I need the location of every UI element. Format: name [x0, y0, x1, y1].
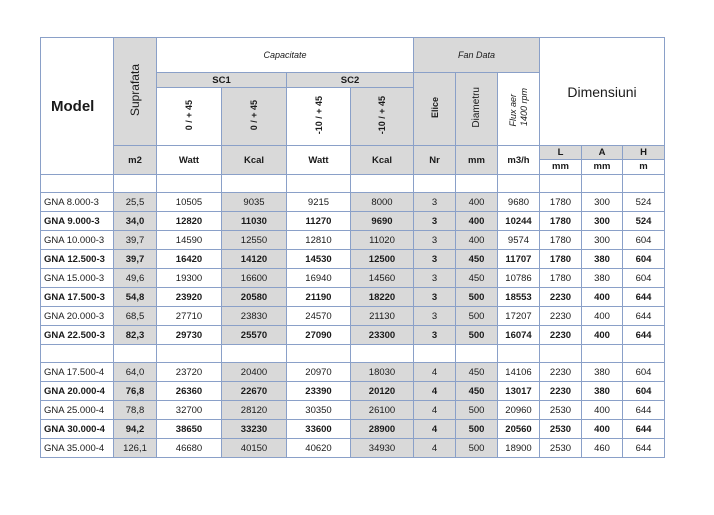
value-cell: 9690 — [351, 212, 414, 231]
fan-data-header: Fan Data — [414, 38, 540, 73]
value-cell: 12500 — [351, 250, 414, 269]
table-row — [41, 420, 665, 439]
value-cell: 450 — [456, 363, 498, 382]
value-cell: 3 — [414, 250, 456, 269]
value-cell: 3 — [414, 288, 456, 307]
value-cell: 34,0 — [114, 212, 157, 231]
value-cell: 300 — [582, 193, 623, 212]
unit-h — [623, 146, 665, 175]
table-row — [41, 269, 665, 288]
value-cell: 68,5 — [114, 307, 157, 326]
value-cell: 30350 — [287, 401, 351, 420]
value-cell: 11020 — [351, 231, 414, 250]
spacer-cell — [287, 345, 351, 363]
value-cell: 21190 — [287, 288, 351, 307]
value-cell: 27710 — [157, 307, 222, 326]
spacer-cell — [114, 345, 157, 363]
value-cell: 524 — [623, 193, 665, 212]
model-cell: GNA 17.500-3 — [41, 288, 114, 307]
value-cell: 16940 — [287, 269, 351, 288]
flux-label-2: 1400 rpm — [518, 88, 529, 127]
spacer-cell — [540, 345, 582, 363]
unit-l — [540, 146, 582, 175]
diametru-header — [456, 73, 498, 146]
spacer-cell — [351, 345, 414, 363]
model-cell: GNA 20.000-4 — [41, 382, 114, 401]
value-cell: 8000 — [351, 193, 414, 212]
value-cell: 3 — [414, 269, 456, 288]
value-cell: 23830 — [222, 307, 287, 326]
value-cell: 11030 — [222, 212, 287, 231]
value-cell: 400 — [582, 326, 623, 345]
spacer-cell — [41, 175, 114, 193]
model-cell: GNA 20.000-3 — [41, 307, 114, 326]
value-cell: 4 — [414, 401, 456, 420]
value-cell: 26360 — [157, 382, 222, 401]
value-cell: 2230 — [540, 288, 582, 307]
sc1-header: SC1 — [157, 73, 287, 88]
value-cell: 20400 — [222, 363, 287, 382]
value-cell: 380 — [582, 363, 623, 382]
value-cell: 644 — [623, 420, 665, 439]
value-cell: 604 — [623, 269, 665, 288]
value-cell: 3 — [414, 193, 456, 212]
value-cell: 82,3 — [114, 326, 157, 345]
value-cell: 13017 — [498, 382, 540, 401]
value-cell: 20120 — [351, 382, 414, 401]
value-cell: 19300 — [157, 269, 222, 288]
table-row — [41, 231, 665, 250]
model-cell: GNA 30.000-4 — [41, 420, 114, 439]
value-cell: 604 — [623, 231, 665, 250]
value-cell: 14560 — [351, 269, 414, 288]
value-cell: 2230 — [540, 363, 582, 382]
value-cell: 23390 — [287, 382, 351, 401]
value-cell: 2230 — [540, 382, 582, 401]
unit-flux: m3/h — [498, 146, 540, 175]
table-row — [41, 212, 665, 231]
value-cell: 4 — [414, 439, 456, 458]
specification-table — [40, 37, 665, 458]
spacer-row-middle — [41, 345, 665, 363]
value-cell: 12820 — [157, 212, 222, 231]
value-cell: 644 — [623, 326, 665, 345]
value-cell: 644 — [623, 439, 665, 458]
value-cell: 64,0 — [114, 363, 157, 382]
value-cell: 11270 — [287, 212, 351, 231]
spacer-row-top — [41, 175, 665, 193]
value-cell: 46680 — [157, 439, 222, 458]
value-cell: 16074 — [498, 326, 540, 345]
value-cell: 16420 — [157, 250, 222, 269]
value-cell: 450 — [456, 250, 498, 269]
value-cell: 40150 — [222, 439, 287, 458]
value-cell: 94,2 — [114, 420, 157, 439]
table-row — [41, 288, 665, 307]
value-cell: 10505 — [157, 193, 222, 212]
model-cell: GNA 17.500-4 — [41, 363, 114, 382]
range-sc1-kcal — [222, 88, 287, 146]
table-row — [41, 401, 665, 420]
value-cell: 20970 — [287, 363, 351, 382]
value-cell: 400 — [456, 231, 498, 250]
unit-sc2-watt: Watt — [287, 146, 351, 175]
value-cell: 18900 — [498, 439, 540, 458]
value-cell: 18553 — [498, 288, 540, 307]
unit-a — [582, 146, 623, 175]
value-cell: 3 — [414, 307, 456, 326]
value-cell: 9035 — [222, 193, 287, 212]
value-cell: 500 — [456, 401, 498, 420]
spacer-cell — [456, 175, 498, 193]
value-cell: 500 — [456, 439, 498, 458]
table-row — [41, 382, 665, 401]
dim-l-unit: mm — [552, 161, 569, 172]
flux-label-1: Flux aer — [507, 94, 518, 127]
flux-header — [498, 73, 540, 146]
table-row — [41, 326, 665, 345]
value-cell: 604 — [623, 250, 665, 269]
value-cell: 14530 — [287, 250, 351, 269]
table-row — [41, 439, 665, 458]
model-cell: GNA 12.500-3 — [41, 250, 114, 269]
value-cell: 300 — [582, 231, 623, 250]
value-cell: 29730 — [157, 326, 222, 345]
suprafata-label: Suprafata — [128, 63, 142, 117]
value-cell: 10244 — [498, 212, 540, 231]
value-cell: 26100 — [351, 401, 414, 420]
value-cell: 644 — [623, 401, 665, 420]
model-cell: GNA 22.500-3 — [41, 326, 114, 345]
value-cell: 4 — [414, 363, 456, 382]
spacer-cell — [414, 345, 456, 363]
value-cell: 14590 — [157, 231, 222, 250]
value-cell: 23920 — [157, 288, 222, 307]
value-cell: 32700 — [157, 401, 222, 420]
value-cell: 9574 — [498, 231, 540, 250]
value-cell: 500 — [456, 307, 498, 326]
value-cell: 20960 — [498, 401, 540, 420]
suprafata-header — [114, 38, 157, 146]
table-row — [41, 363, 665, 382]
diametru-label: Diametru — [471, 87, 482, 128]
value-cell: 604 — [623, 363, 665, 382]
value-cell: 40620 — [287, 439, 351, 458]
value-cell: 23720 — [157, 363, 222, 382]
model-cell: GNA 8.000-3 — [41, 193, 114, 212]
value-cell: 21130 — [351, 307, 414, 326]
value-cell: 1780 — [540, 212, 582, 231]
value-cell: 380 — [582, 382, 623, 401]
table-row — [41, 307, 665, 326]
sc2-header: SC2 — [287, 73, 414, 88]
value-cell: 3 — [414, 326, 456, 345]
value-cell: 18220 — [351, 288, 414, 307]
value-cell: 400 — [456, 193, 498, 212]
model-cell: GNA 9.000-3 — [41, 212, 114, 231]
value-cell: 3 — [414, 231, 456, 250]
value-cell: 25,5 — [114, 193, 157, 212]
value-cell: 380 — [582, 250, 623, 269]
value-cell: 4 — [414, 420, 456, 439]
value-cell: 380 — [582, 269, 623, 288]
value-cell: 126,1 — [114, 439, 157, 458]
value-cell: 500 — [456, 420, 498, 439]
unit-elice: Nr — [414, 146, 456, 175]
value-cell: 24570 — [287, 307, 351, 326]
spacer-cell — [157, 175, 222, 193]
range-sc1-watt-label: 0 / + 45 — [184, 99, 194, 131]
dim-l-label: L — [540, 146, 581, 160]
value-cell: 9215 — [287, 193, 351, 212]
value-cell: 460 — [582, 439, 623, 458]
elice-header — [414, 73, 456, 146]
elice-label: Elice — [429, 96, 440, 118]
value-cell: 9680 — [498, 193, 540, 212]
value-cell: 300 — [582, 212, 623, 231]
range-sc2-kcal-label: -10 / + 45 — [377, 95, 387, 135]
value-cell: 524 — [623, 212, 665, 231]
range-sc2-watt — [287, 88, 351, 146]
spacer-cell — [582, 175, 623, 193]
value-cell: 20580 — [222, 288, 287, 307]
value-cell: 49,6 — [114, 269, 157, 288]
spec-sheet — [40, 37, 665, 458]
units-row — [41, 146, 665, 175]
spacer-cell — [157, 345, 222, 363]
spacer-cell — [456, 345, 498, 363]
value-cell: 1780 — [540, 250, 582, 269]
value-cell: 2230 — [540, 307, 582, 326]
unit-suprafata: m2 — [114, 146, 157, 175]
value-cell: 78,8 — [114, 401, 157, 420]
unit-sc2-kcal: Kcal — [351, 146, 414, 175]
value-cell: 644 — [623, 307, 665, 326]
spacer-cell — [222, 345, 287, 363]
value-cell: 22670 — [222, 382, 287, 401]
spacer-cell — [623, 345, 665, 363]
header-row-1 — [41, 38, 665, 73]
value-cell: 3 — [414, 212, 456, 231]
spacer-cell — [623, 175, 665, 193]
table-row — [41, 193, 665, 212]
value-cell: 38650 — [157, 420, 222, 439]
value-cell: 34930 — [351, 439, 414, 458]
spacer-cell — [540, 175, 582, 193]
value-cell: 500 — [456, 288, 498, 307]
spacer-cell — [498, 175, 540, 193]
value-cell: 54,8 — [114, 288, 157, 307]
dim-a-label: A — [582, 146, 622, 160]
dim-h-label: H — [623, 146, 664, 160]
spacer-cell — [114, 175, 157, 193]
model-cell: GNA 25.000-4 — [41, 401, 114, 420]
value-cell: 11707 — [498, 250, 540, 269]
value-cell: 33230 — [222, 420, 287, 439]
range-sc1-watt — [157, 88, 222, 146]
capacitate-header: Capacitate — [157, 38, 414, 73]
value-cell: 1780 — [540, 231, 582, 250]
value-cell: 16600 — [222, 269, 287, 288]
value-cell: 644 — [623, 288, 665, 307]
value-cell: 2230 — [540, 326, 582, 345]
value-cell: 33600 — [287, 420, 351, 439]
value-cell: 76,8 — [114, 382, 157, 401]
value-cell: 400 — [582, 307, 623, 326]
unit-diametru: mm — [456, 146, 498, 175]
value-cell: 12550 — [222, 231, 287, 250]
unit-sc1-kcal: Kcal — [222, 146, 287, 175]
value-cell: 14106 — [498, 363, 540, 382]
value-cell: 500 — [456, 326, 498, 345]
value-cell: 400 — [456, 212, 498, 231]
value-cell: 1780 — [540, 269, 582, 288]
value-cell: 1780 — [540, 193, 582, 212]
value-cell: 2530 — [540, 401, 582, 420]
value-cell: 28120 — [222, 401, 287, 420]
value-cell: 4 — [414, 382, 456, 401]
value-cell: 23300 — [351, 326, 414, 345]
value-cell: 18030 — [351, 363, 414, 382]
value-cell: 39,7 — [114, 250, 157, 269]
value-cell: 400 — [582, 401, 623, 420]
value-cell: 12810 — [287, 231, 351, 250]
spacer-cell — [41, 345, 114, 363]
dim-h-unit: m — [639, 161, 648, 172]
table-row — [41, 250, 665, 269]
value-cell: 400 — [582, 420, 623, 439]
value-cell: 39,7 — [114, 231, 157, 250]
spacer-cell — [414, 175, 456, 193]
value-cell: 400 — [582, 288, 623, 307]
value-cell: 17207 — [498, 307, 540, 326]
value-cell: 27090 — [287, 326, 351, 345]
value-cell: 450 — [456, 269, 498, 288]
range-sc2-kcal — [351, 88, 414, 146]
dimensiuni-header: Dimensiuni — [540, 38, 665, 146]
model-cell: GNA 15.000-3 — [41, 269, 114, 288]
model-cell: GNA 10.000-3 — [41, 231, 114, 250]
dim-a-unit: mm — [593, 161, 611, 172]
spacer-cell — [287, 175, 351, 193]
value-cell: 604 — [623, 382, 665, 401]
value-cell: 2530 — [540, 439, 582, 458]
model-cell: GNA 35.000-4 — [41, 439, 114, 458]
value-cell: 450 — [456, 382, 498, 401]
value-cell: 2530 — [540, 420, 582, 439]
spacer-cell — [222, 175, 287, 193]
range-sc2-watt-label: -10 / + 45 — [313, 95, 324, 135]
unit-sc1-watt: Watt — [157, 146, 222, 175]
value-cell: 10786 — [498, 269, 540, 288]
value-cell: 25570 — [222, 326, 287, 345]
value-cell: 28900 — [351, 420, 414, 439]
value-cell: 14120 — [222, 250, 287, 269]
spacer-cell — [351, 175, 414, 193]
spacer-cell — [582, 345, 623, 363]
model-header: Model — [41, 38, 114, 175]
value-cell: 20560 — [498, 420, 540, 439]
range-sc1-kcal-label: 0 / + 45 — [249, 99, 259, 131]
spacer-cell — [498, 345, 540, 363]
